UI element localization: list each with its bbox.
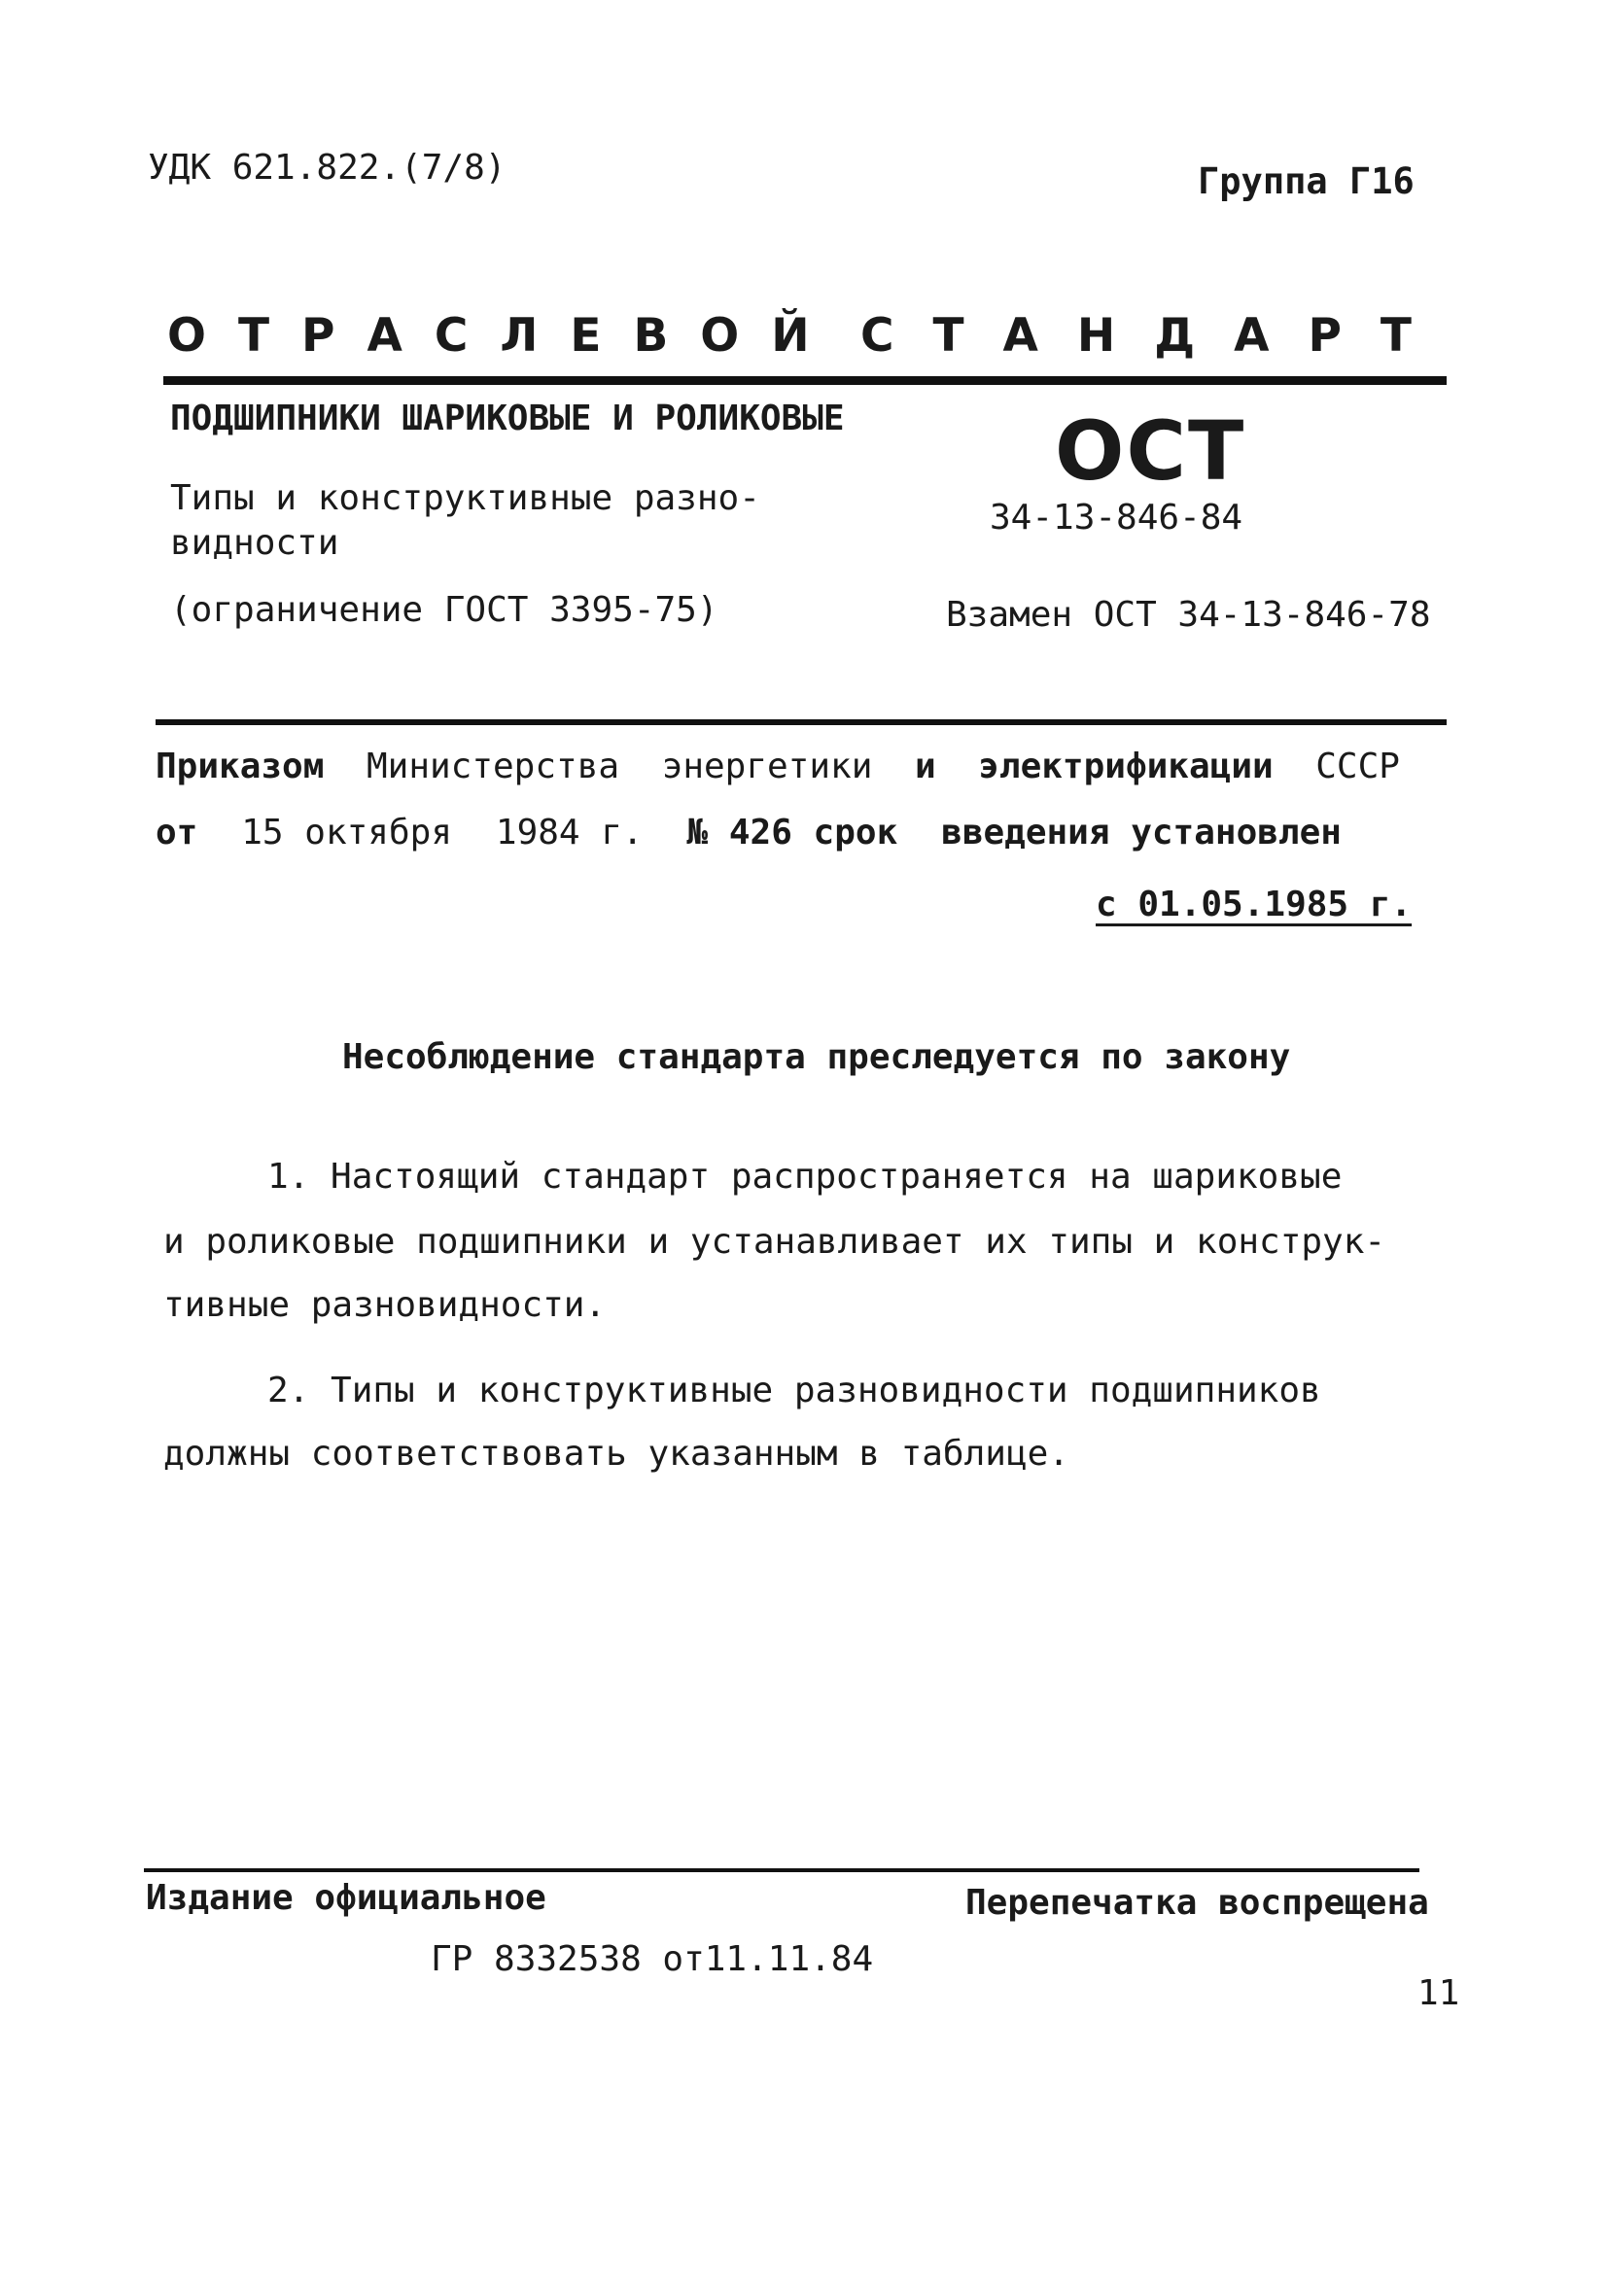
paragraph-1-line-2: и роликовые подшипники и устанавливает их типы и конструк-	[163, 1222, 1386, 1262]
order-word: 15 октября	[241, 813, 452, 852]
replaces-note: Взамен ОСТ 34-13-846-78	[946, 595, 1431, 635]
order-line-2	[156, 813, 1342, 852]
paragraph-2-line-2: должны соответствовать указанным в таблице.	[163, 1434, 1069, 1474]
footer-divider	[144, 1868, 1419, 1872]
subject-heading: ПОДШИПНИКИ ШАРИКОВЫЕ И РОЛИКОВЫЕ	[170, 399, 845, 438]
header-divider	[156, 719, 1447, 725]
order-word: Министерства	[366, 747, 620, 786]
order-word: от	[156, 813, 198, 852]
order-line-1	[156, 747, 1400, 786]
title-word-industry: ОТРАСЛЕВОЙ	[167, 309, 842, 363]
order-word: энергетики	[661, 747, 873, 786]
order-word: СССР	[1315, 747, 1400, 786]
paragraph-1-line-3: тивные разновидности.	[163, 1285, 607, 1325]
ost-label: ОСТ	[1055, 403, 1246, 499]
title-divider	[163, 376, 1447, 385]
order-word: 1984 г.	[495, 813, 644, 852]
ost-number: 34-13-846-84	[990, 498, 1243, 538]
registration-number: ГР 8332538 от11.11.84	[431, 1939, 874, 1979]
order-word: Приказом	[156, 747, 325, 786]
types-line-2: видности	[170, 523, 339, 563]
order-word: введения установлен	[941, 813, 1342, 852]
order-word: и	[914, 747, 936, 786]
paragraph-2-line-1: 2. Типы и конструктивные разновидности подшипников	[267, 1371, 1321, 1410]
title-word-standard: СТАНДАРТ	[859, 309, 1451, 363]
standard-title	[167, 309, 1451, 363]
legal-warning: Несоблюдение стандарта преследуется по закону	[342, 1037, 1291, 1077]
order-word: электрификации	[978, 747, 1274, 786]
order-word: № 426 срок	[686, 813, 898, 852]
page-number: 11	[1417, 1973, 1460, 2013]
edition-label: Издание официальное	[146, 1878, 546, 1918]
group-code: Группа Г16	[1198, 160, 1415, 202]
paragraph-1-line-1: 1. Настоящий стандарт распространяется на шариковые	[267, 1157, 1343, 1197]
restriction-note: (ограничение ГОСТ 3395-75)	[170, 590, 718, 630]
effective-date: с 01.05.1985 г.	[1096, 885, 1413, 924]
udk-code: УДК 621.822.(7/8)	[148, 148, 507, 188]
types-line-1: Типы и конструктивные разно-	[170, 478, 760, 518]
reprint-notice: Перепечатка воспрещена	[965, 1883, 1429, 1923]
